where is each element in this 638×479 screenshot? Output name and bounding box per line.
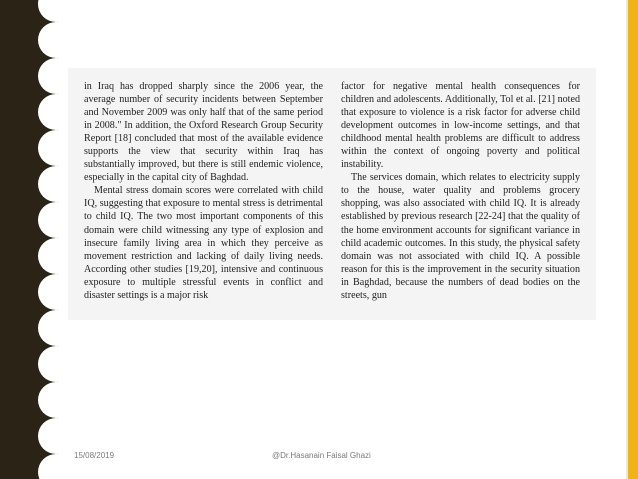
scallop-decoration <box>38 22 58 58</box>
right-accent-strip <box>628 0 638 479</box>
scallop-decoration <box>38 454 58 479</box>
paragraph: The services domain, which relates to electricity supply to the house, water quality and problems grocery shopping, was also associated with child IQ. It is already established by previous research [22-24] that the quality of the home environment accounts for significant variance in child academic outcomes. In this study, the physical safety domain was not associated with child IQ. A possible reason for this is the improvement in the security situation in Baghdad, because the numbers of dead bodies on the streets, gun <box>341 172 580 301</box>
footer-author: @Dr.Hasanain Faisal Ghazi <box>272 451 371 460</box>
scallop-decoration <box>38 0 58 22</box>
scallop-decoration <box>38 94 58 130</box>
paragraph: factor for negative mental health consequences for children and adolescents. Additionally, Tol et al. [21] noted that exposure to violence is a risk factor for adverse child development outcomes in low-income settings, and that childhood mental health problems are difficult to address within the context of ongoing poverty and political instability. <box>341 81 580 171</box>
scallop-decoration <box>38 346 58 382</box>
scallop-decoration <box>38 202 58 238</box>
paragraph: in Iraq has dropped sharply since the 2006 year, the average number of security incidents between September and November 2009 was only half that of the same period in 2008." In addition, the Oxford Research Group Security Report [18] concluded that most of the available evidence supports the view that security within Iraq has substantially improved, but there is still endemic violence, especially in the capital city of Baghdad. <box>84 81 323 184</box>
scallop-decoration <box>38 238 58 274</box>
left-text-column <box>84 80 323 310</box>
scallop-decoration <box>38 382 58 418</box>
scallop-decoration <box>38 166 58 202</box>
scallop-decoration <box>38 274 58 310</box>
scallop-decoration <box>38 130 58 166</box>
paragraph: Mental stress domain scores were correlated with child IQ, suggesting that exposure to mental stress is detrimental to child IQ. The two most important components of this domain were child witnessing any type of explosion and insecure family living area in which they perceive as movement restriction and lacking of daily living needs. According other studies [19,20], intensive and continuous exposure to multiple stressful events in conflict and disaster settings is a major risk <box>84 185 323 301</box>
scallop-decoration <box>38 58 58 94</box>
scallop-decoration <box>38 310 58 346</box>
left-decorative-strip <box>0 0 58 479</box>
right-text-column <box>341 80 580 310</box>
scallop-decoration <box>38 418 58 454</box>
paper-excerpt <box>68 68 596 320</box>
footer-date: 15/08/2019 <box>74 451 115 460</box>
